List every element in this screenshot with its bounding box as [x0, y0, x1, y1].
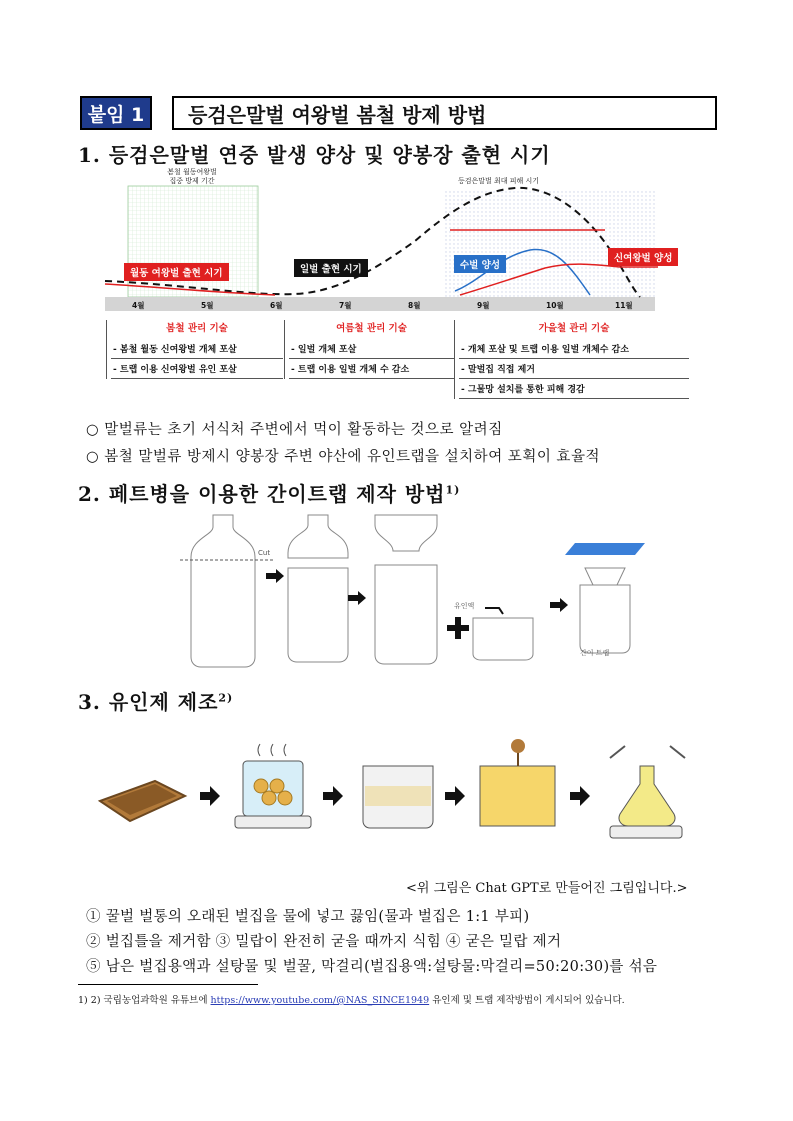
trap-label: 간이 트랩 — [580, 649, 610, 657]
mgmt-item: - 개체 포살 및 트랩 이용 일벌 개체수 감소 — [459, 339, 689, 359]
mgmt-title: 봄철 관리 기술 — [166, 323, 228, 334]
month-label: 6월 — [270, 301, 283, 310]
footnote-prefix: 1) 2) 국립농업과학원 유튜브에 — [78, 995, 208, 1006]
plus-icon — [447, 617, 469, 639]
month-label: 11월 — [615, 301, 633, 310]
spring-note-l1: 봄철 월동여왕벌 — [167, 168, 217, 176]
bottle-assembled — [375, 565, 437, 664]
mixing-flask — [619, 766, 675, 826]
final-funnel — [585, 568, 625, 585]
bottle-top — [288, 515, 348, 558]
label-male: 수벌 양성 — [454, 255, 506, 273]
label-worker: 일벌 출현 시기 — [294, 259, 368, 277]
hot-plate — [235, 816, 311, 828]
mgmt-item: - 그물망 설치를 통한 피해 경감 — [459, 379, 689, 399]
section2-heading — [78, 478, 460, 507]
pouring-cups — [610, 746, 685, 758]
pour-arrow-icon — [485, 608, 503, 614]
month-axis — [105, 297, 655, 311]
mgmt-item: - 트랩 이용 신여왕벌 유인 포살 — [111, 359, 283, 379]
step-5: ⑤ 남은 벌집용액과 설탕물 및 벌꿀, 막걸리(벌집용액:설탕물:막걸리=50:20:30)를 섞음 — [86, 959, 658, 975]
section2-heading-text: 2. 페트병을 이용한 간이트랩 제작 방법 — [78, 482, 446, 506]
mgmt-item: - 봄철 월동 신여왕벌 개체 포살 — [111, 339, 283, 359]
footnote — [78, 992, 625, 1006]
footnote-suffix: 유인제 및 트랩 제작방법이 게시되어 있습니다. — [432, 995, 625, 1006]
arrow-icon — [200, 786, 220, 806]
trap-diagram — [180, 510, 660, 670]
mgmt-item: - 말벌집 직접 제거 — [459, 359, 689, 379]
bullet-1: ○ 말벌류는 초기 서식처 주변에서 먹이 활동하는 것으로 알려짐 — [86, 422, 503, 438]
step-2: ② 벌집틀을 제거함 ③ 밀랍이 완전히 굳을 때까지 식힘 ④ 굳은 밀랍 제거 — [86, 934, 562, 950]
footnote-ref: 2) — [218, 691, 234, 705]
hot-plate — [610, 826, 682, 838]
section3-heading — [78, 686, 233, 715]
label-newqueen: 신여왕벌 양성 — [608, 248, 678, 266]
month-label: 4월 — [132, 301, 145, 310]
month-label: 10월 — [546, 301, 564, 310]
spring-note — [162, 168, 222, 186]
mgmt-item: - 일벌 개체 포살 — [289, 339, 454, 359]
section3-heading-text: 3. 유인제 제조 — [78, 690, 219, 714]
arrow-icon — [348, 591, 366, 605]
solution-beaker — [480, 766, 555, 826]
mgmt-title: 여름철 관리 기술 — [336, 323, 407, 334]
peak-damage-period — [445, 190, 655, 297]
mgmt-title: 가을철 관리 기술 — [538, 323, 610, 334]
bait-label: 유인액 — [454, 602, 475, 610]
appendix-badge: 붙임 1 — [80, 96, 152, 130]
month-label: 7월 — [339, 301, 352, 310]
bullet-2: ○ 봄철 말벌류 방제시 양봉장 주변 야산에 유인트랩을 설치하여 포획이 효율적 — [86, 449, 600, 465]
page-title: 등검은말벌 여왕벌 봄철 방제 방법 — [172, 96, 717, 130]
rain-cover — [565, 543, 645, 555]
bottle-bottom — [288, 568, 348, 662]
final-trap — [580, 585, 630, 653]
arrow-icon — [323, 786, 343, 806]
footnote-divider — [78, 984, 258, 985]
month-label: 8월 — [408, 301, 421, 310]
funnel — [375, 515, 437, 551]
spring-note-l2: 집중 방제 기간 — [169, 177, 215, 185]
month-label: 9월 — [477, 301, 490, 310]
image-caption: <위 그림은 Chat GPT로 만들어진 그림입니다.> — [406, 881, 688, 896]
youtube-link[interactable]: https://www.youtube.com/@NAS_SINCE1949 — [210, 995, 430, 1006]
section1-heading: 1. 등검은말벌 연중 발생 양상 및 양봉장 출현 시기 — [78, 143, 551, 167]
peak-note: 등검은말벌 최대 피해 시기 — [458, 177, 540, 185]
step-1: ① 꿀벌 벌통의 오래된 벌집을 물에 넣고 끓임(물과 벌집은 1:1 부피) — [86, 909, 530, 925]
arrow-icon — [550, 598, 568, 612]
steam-icon — [258, 744, 286, 756]
month-label: 5월 — [201, 301, 214, 310]
occurrence-chart — [100, 166, 660, 311]
bait-cup — [473, 618, 533, 660]
mgmt-spring — [106, 320, 283, 379]
arrow-icon — [445, 786, 465, 806]
label-queen: 월동 여왕벌 출현 시기 — [124, 263, 229, 281]
attractant-process-diagram — [95, 736, 695, 846]
arrow-icon — [266, 569, 284, 583]
bottle-whole — [191, 515, 255, 667]
mgmt-summer — [284, 320, 454, 379]
cut-label: Cut — [258, 549, 271, 557]
wax-layer — [365, 786, 431, 806]
mgmt-item: - 트랩 이용 일벌 개체 수 감소 — [289, 359, 454, 379]
mgmt-autumn — [454, 320, 689, 399]
footnote-ref: 1) — [445, 483, 461, 497]
honeycomb-piece — [511, 739, 525, 753]
arrow-icon — [570, 786, 590, 806]
